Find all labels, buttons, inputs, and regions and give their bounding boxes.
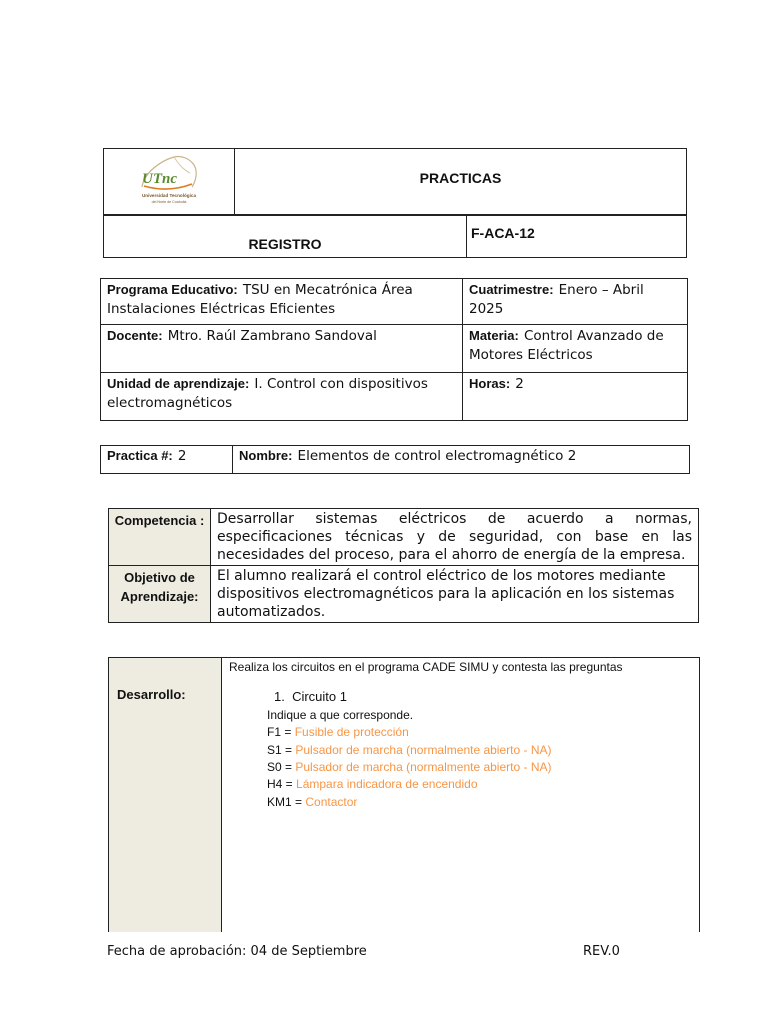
answer-key: F1: [267, 725, 282, 739]
header-table: [103, 148, 687, 216]
logo-cell: [104, 149, 235, 216]
competencia-text: Desarrollar sistemas eléctricos de acuerdo a normas, especificaciones técnicas y de seguridad, con base en las necesidades del proceso, para el ahorro de energía de la empresa.: [211, 509, 699, 566]
university-logo-icon: [134, 151, 204, 209]
practica-nombre-cell: [233, 446, 690, 474]
approval-date: Fecha de aprobación: 04 de Septiembre: [107, 944, 367, 959]
unidad-value: I. Control con dispositivos electromagnéticos: [107, 376, 428, 411]
practica-nombre-value: Elementos de control electromagnético 2: [297, 448, 577, 464]
form-code: F-ACA-12: [471, 225, 535, 241]
circuit-title: Circuito 1: [292, 689, 347, 704]
circuit-number: 1.: [274, 689, 285, 704]
svg-text:UTnc: UTnc: [142, 171, 177, 187]
answer-s1: S1 = Pulsador de marcha (normalmente abierto - NA): [267, 743, 552, 757]
answer-f1: F1 = Fusible de protección: [267, 725, 409, 739]
answer-value: Pulsador de marcha (normalmente abierto - NA): [295, 743, 552, 757]
practica-table: [100, 445, 690, 474]
answer-key: H4: [267, 777, 283, 791]
materia-cell: [463, 325, 688, 373]
competencia-table: [108, 508, 699, 623]
horas-label: Horas:: [469, 376, 511, 391]
practica-num-value: 2: [177, 448, 187, 464]
materia-value: Control Avanzado de Motores Eléctricos: [469, 328, 664, 363]
docente-cell: [101, 325, 463, 373]
programa-label: Programa Educativo:: [107, 282, 238, 297]
answer-value: Contactor: [305, 795, 358, 809]
objetivo-label-cell: [109, 566, 211, 623]
question-text: Indique a que corresponde.: [267, 708, 414, 722]
practica-nombre-label: Nombre:: [239, 448, 293, 463]
objetivo-text: El alumno realizará el control eléctrico de los motores mediante dispositivos electromagnéticos para la aplicación en los sistemas automatizados.: [211, 566, 699, 623]
programa-value: TSU en Mecatrónica Área Instalaciones Eléctricas Eficientes: [107, 282, 413, 317]
code-cell: [467, 215, 687, 258]
desarrollo-intro: Realiza los circuitos en el programa CADE SIMU y contesta las preguntas: [229, 660, 623, 674]
docente-value: Mtro. Raúl Zambrano Sandoval: [167, 328, 377, 344]
objetivo-label: Objetivo de Aprendizaje:: [120, 570, 199, 604]
svg-text:Universidad Tecnológica: Universidad Tecnológica: [141, 193, 197, 198]
revision-label: REV.0: [583, 944, 620, 959]
document-title: PRACTICAS: [419, 170, 502, 186]
desarrollo-section: [108, 657, 700, 932]
answer-s0: S0 = Pulsador de marcha (normalmente abierto - NA): [267, 760, 552, 774]
svg-text:del Norte de Coahuila: del Norte de Coahuila: [151, 200, 187, 204]
circuit-item: [274, 689, 347, 704]
competencia-label: Competencia :: [114, 513, 205, 528]
answer-value: Fusible de protección: [294, 725, 409, 739]
unidad-label: Unidad de aprendizaje:: [107, 376, 250, 391]
answer-value: Pulsador de marcha (normalmente abierto - NA): [295, 760, 552, 774]
registro-cell: [104, 215, 467, 258]
horas-cell: [463, 373, 688, 421]
desarrollo-label-cell: [109, 658, 222, 932]
unidad-cell: [101, 373, 463, 421]
materia-label: Materia:: [469, 328, 519, 343]
practica-num-label: Practica #:: [107, 448, 173, 463]
answer-value: Lámpara indicadora de encendido: [296, 777, 478, 791]
program-info-table: [100, 278, 688, 421]
answer-km1: KM1 = Contactor: [267, 795, 358, 809]
practica-num-cell: [101, 446, 233, 474]
cuatrimestre-value: Enero – Abril 2025: [469, 282, 644, 317]
cuatrimestre-cell: [463, 279, 688, 325]
desarrollo-label: Desarrollo:: [117, 687, 186, 702]
answer-key: S1: [267, 743, 282, 757]
competencia-label-cell: [109, 509, 211, 566]
docente-label: Docente:: [107, 328, 163, 343]
title-cell: [235, 149, 687, 216]
programa-cell: [101, 279, 463, 325]
cuatrimestre-label: Cuatrimestre:: [469, 282, 554, 297]
answer-key: S0: [267, 760, 282, 774]
header-row-2: [103, 214, 687, 258]
horas-value: 2: [515, 376, 524, 392]
registro-label: REGISTRO: [248, 236, 322, 252]
answer-h4: H4 = Lámpara indicadora de encendido: [267, 777, 478, 791]
answer-key: KM1: [267, 795, 292, 809]
